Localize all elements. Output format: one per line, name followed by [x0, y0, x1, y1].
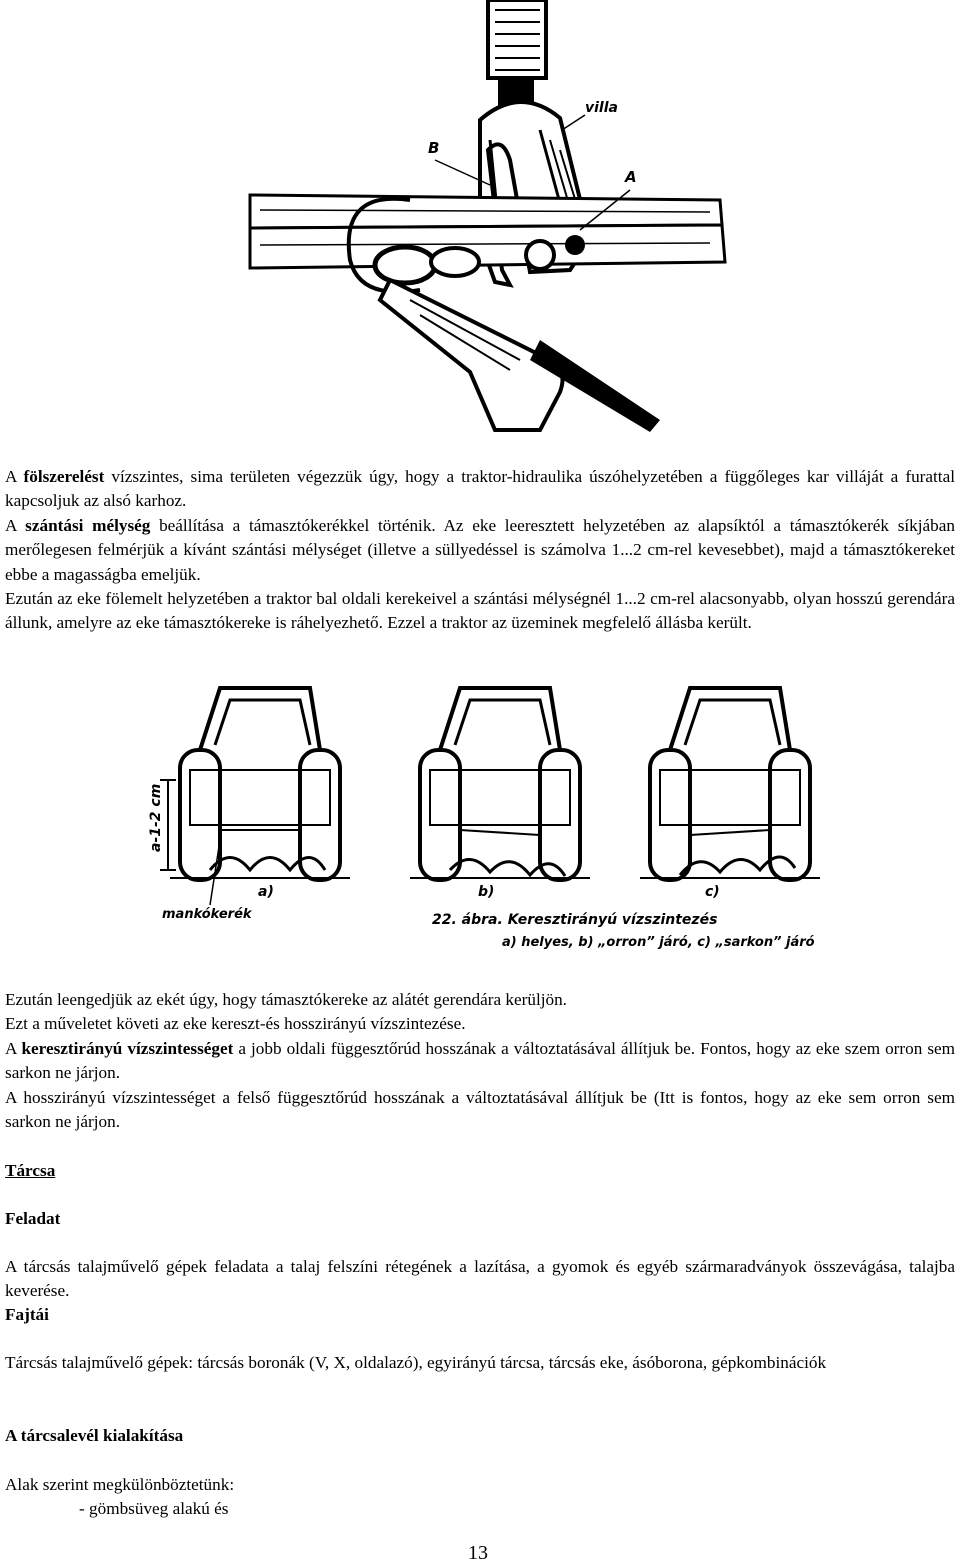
- wheel-label: mankókerék: [162, 907, 252, 922]
- heading-feladat: Feladat: [5, 1209, 61, 1228]
- label-villa: villa: [585, 100, 618, 116]
- heading-fajtai: Fajtái: [5, 1305, 49, 1324]
- sub-label-c: c): [705, 884, 720, 900]
- tractor-figure: [140, 680, 840, 960]
- text-long-level: A hosszirányú vízszintességet a felső függesztőrúd hosszának a változtatásával állítjuk be (Itt is fontos, hogy az eke sem orron sem sarkon ne járjon.: [5, 1087, 955, 1132]
- label-a: A: [625, 168, 637, 186]
- text-depth: A szántási mélység beállítása a támasztókerékkel történik. Az eke leeresztett helyzetében az alapsíktól a támasztókerék síkjában merőlegesen felmérjük a kívánt szántási mélységet (illetve a süllyedéssel is számolva 1...2 cm-rel kevesebbet), majd a támasztókereket ebbe a magasságba emeljük.: [5, 515, 955, 584]
- paragraph-leveling: [5, 988, 955, 1134]
- text-operation: Ezt a műveletet követi az eke kereszt-és hosszirányú vízszintezése.: [5, 1014, 466, 1034]
- paragraph-fitting: [5, 465, 955, 636]
- tractor-a: [170, 688, 350, 880]
- hitch-figure: [240, 0, 740, 440]
- label-b: B: [428, 139, 440, 157]
- dim-label: a-1-2 cm: [148, 783, 164, 852]
- sub-label-b: b): [478, 884, 495, 900]
- text-cross-level: A keresztirányú vízszintességet a jobb oldali függesztőrúd hosszának a változtatásával állítjuk be. Fontos, hogy az eke szem orron sem sarkon ne járjon.: [5, 1038, 956, 1083]
- text-alak-intro: Alak szerint megkülönböztetünk:: [5, 1475, 235, 1494]
- text-beam: Ezután az eke fölemelt helyzetében a traktor bal oldali kerekeivel a szántási mélységnél 1...2 cm-rel alacsonyabb, olyan hosszú gerendára állunk, amelyre az eke támasztókereke is ráhelyezhető. Ezzel a traktor az üzeminek megfelelő állásba került.: [5, 589, 955, 633]
- page-number: 13: [468, 1542, 488, 1564]
- paragraph-feladat: A tárcsás talajművelő gépek feladata a talaj felszíni rétegének a lazítása, a gyomok és egyéb szármaradványok összevágása, talajba keverése.: [5, 1257, 955, 1301]
- tractor-c: [640, 688, 820, 880]
- text-alak-item: - gömbsüveg alakú és: [79, 1499, 229, 1519]
- sub-label-a: a): [258, 884, 274, 900]
- figure-caption-2: a) helyes, b) „orron” járó, c) „sarkon” járó: [502, 935, 815, 950]
- heading-kialakitas: A tárcsalevél kialakítása: [5, 1426, 184, 1445]
- figure-caption-1: 22. ábra. Keresztirányú vízszintezés: [432, 912, 718, 928]
- paragraph-fajtai: Tárcsás talajművelő gépek: tárcsás boronák (V, X, oldalazó), egyirányú tárcsa, tárcsás eke, ásóborona, gépkombinációk: [5, 1353, 827, 1372]
- paragraph-alak: [5, 1473, 955, 1522]
- text-fitting: A fölszerelést vízszintes, sima területen végezzük úgy, hogy a traktor-hidraulika úszóhelyzetében a függőleges kar villáját a furattal kapcsoljuk az alsó karhoz.: [5, 467, 955, 511]
- heading-tarcsa: Tárcsa: [5, 1161, 56, 1180]
- text-lower: Ezután leengedjük az ekét úgy, hogy támasztókereke az alátét gerendára kerüljön.: [5, 990, 567, 1009]
- tractor-b: [410, 688, 590, 880]
